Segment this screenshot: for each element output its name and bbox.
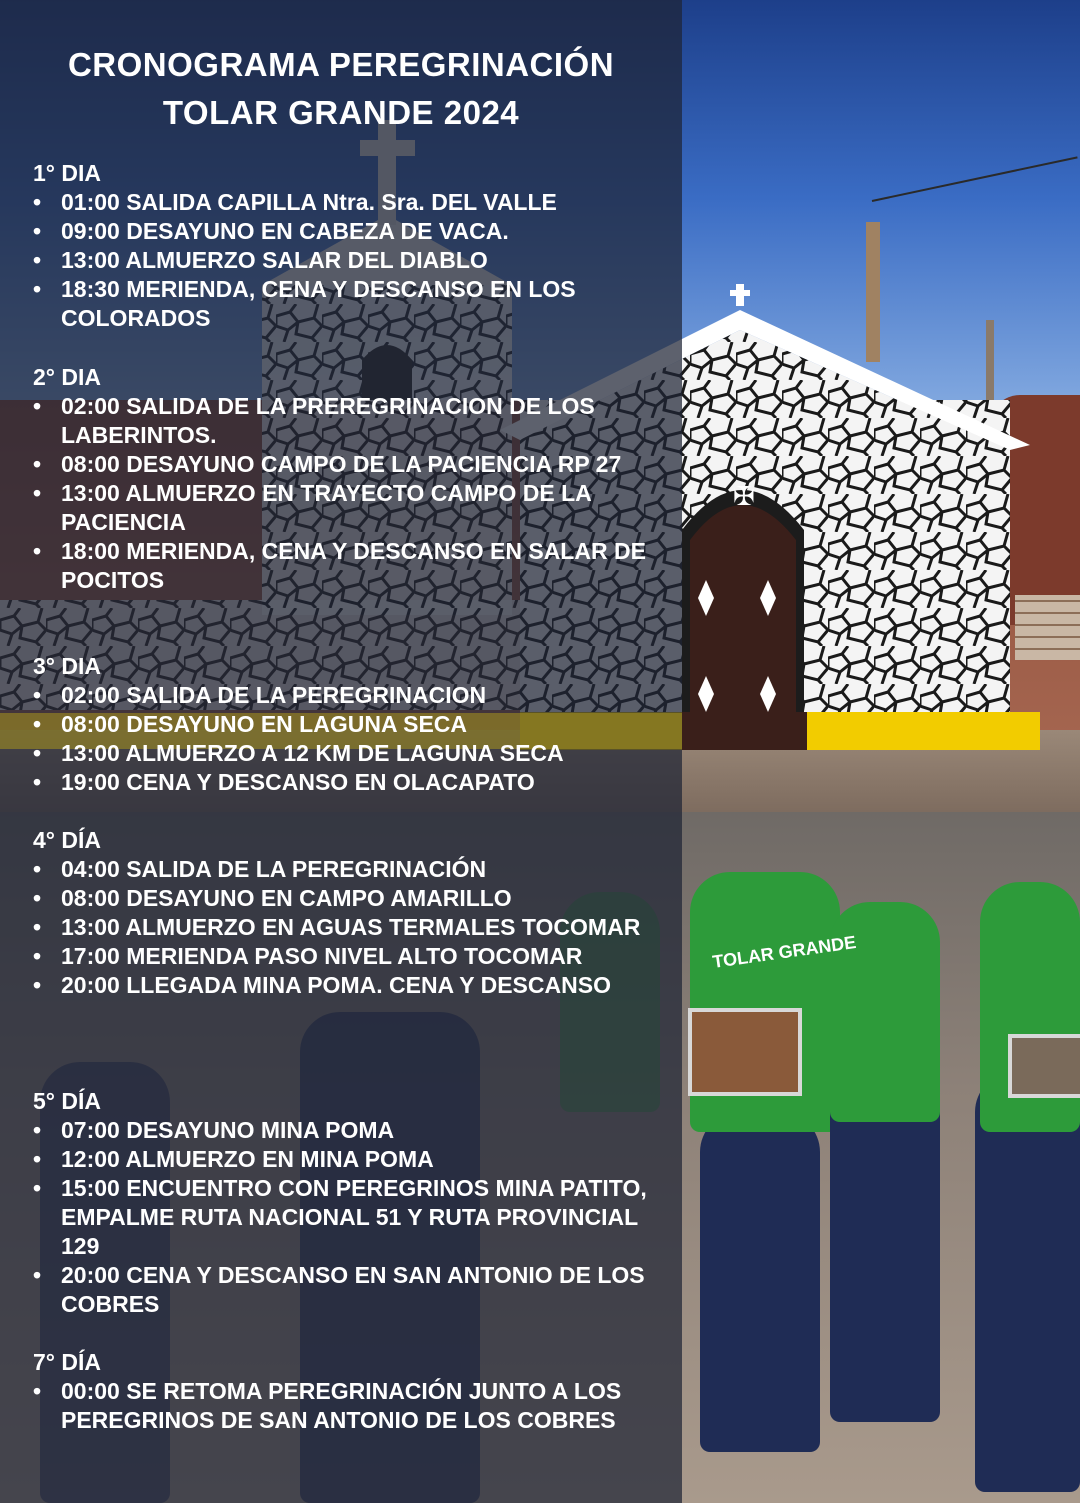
day-7-list xyxy=(33,1377,673,1435)
list-item: • 13:00 ALMUERZO A 12 KM DE LAGUNA SECA xyxy=(33,739,673,768)
list-item: • 08:00 DESAYUNO CAMPO DE LA PACIENCIA RP 27 xyxy=(33,450,673,479)
day-2-heading: 2° DIA xyxy=(33,364,101,390)
day-4-heading: 4° DÍA xyxy=(33,827,101,853)
day-3-list xyxy=(33,681,673,797)
list-item: • 18:00 MERIENDA, CENA Y DESCANSO EN SALAR DE POCITOS xyxy=(33,537,673,595)
list-item: • 07:00 DESAYUNO MINA POMA xyxy=(33,1116,673,1145)
list-item: • 08:00 DESAYUNO EN LAGUNA SECA xyxy=(33,710,673,739)
list-item: • 20:00 LLEGADA MINA POMA. CENA Y DESCANSO xyxy=(33,971,673,1000)
virgin-image-frame xyxy=(1008,1034,1080,1098)
list-item: • 19:00 CENA Y DESCANSO EN OLACAPATO xyxy=(33,768,673,797)
day-2-list xyxy=(33,392,673,595)
day-5-list xyxy=(33,1116,673,1319)
list-item: • 13:00 ALMUERZO SALAR DEL DIABLO xyxy=(33,246,673,275)
vest-text: TOLAR GRANDE xyxy=(711,932,858,972)
day-1-list xyxy=(33,188,673,333)
day-7-heading: 7° DÍA xyxy=(33,1349,101,1375)
title-line-1: CRONOGRAMA PEREGRINACIÓN xyxy=(67,46,615,83)
list-item: • 02:00 SALIDA DE LA PEREGRINACION xyxy=(33,681,673,710)
list-item: • 18:30 MERIENDA, CENA Y DESCANSO EN LOS COLORADOS xyxy=(33,275,673,333)
list-item: • 01:00 SALIDA CAPILLA Ntra. Sra. DEL VALLE xyxy=(33,188,673,217)
list-item: • 04:00 SALIDA DE LA PEREGRINACIÓN xyxy=(33,855,673,884)
day-3-heading: 3° DIA xyxy=(33,653,101,679)
list-item: • 13:00 ALMUERZO EN AGUAS TERMALES TOCOMAR xyxy=(33,913,673,942)
list-item: • 08:00 DESAYUNO EN CAMPO AMARILLO xyxy=(33,884,673,913)
title-line-2: TOLAR GRANDE 2024 xyxy=(162,94,520,131)
list-item: • 13:00 ALMUERZO EN TRAYECTO CAMPO DE LA PACIENCIA xyxy=(33,479,673,537)
day-5-heading: 5° DÍA xyxy=(33,1088,101,1114)
day-4-list xyxy=(33,855,673,1000)
list-item: • 15:00 ENCUENTRO CON PEREGRINOS MINA PATITO, EMPALME RUTA NACIONAL 51 Y RUTA PROVINCIAL 129 xyxy=(33,1174,673,1261)
list-item: • 17:00 MERIENDA PASO NIVEL ALTO TOCOMAR xyxy=(33,942,673,971)
list-item: • 02:00 SALIDA DE LA PREREGRINACION DE LOS LABERINTOS. xyxy=(33,392,673,450)
day-1-heading: 1° DIA xyxy=(33,160,101,186)
svg-text:✠: ✠ xyxy=(733,482,755,512)
list-item: • 12:00 ALMUERZO EN MINA POMA xyxy=(33,1145,673,1174)
virgin-image-frame xyxy=(688,1008,802,1096)
list-item: • 00:00 SE RETOMA PEREGRINACIÓN JUNTO A LOS PEREGRINOS DE SAN ANTONIO DE LOS COBRES xyxy=(33,1377,673,1435)
list-item: • 20:00 CENA Y DESCANSO EN SAN ANTONIO DE LOS COBRES xyxy=(33,1261,673,1319)
list-item: • 09:00 DESAYUNO EN CABEZA DE VACA. xyxy=(33,217,673,246)
